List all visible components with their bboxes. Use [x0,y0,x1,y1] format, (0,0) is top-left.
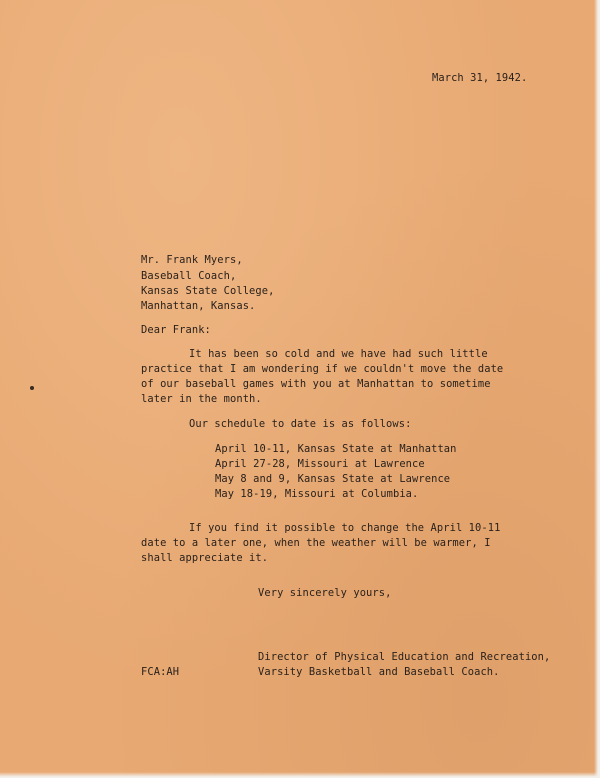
recipient-institution: Kansas State College, [141,285,275,297]
schedule-intro: Our schedule to date is as follows: [189,418,412,430]
recipient-city: Manhattan, Kansas. [141,300,256,312]
paragraph1-line: later in the month. [141,393,262,405]
paragraph1-line: practice that I am wondering if we couldn't move the date [141,363,504,375]
page-edge-right [594,0,600,778]
page-edge-bottom [0,772,600,778]
paragraph1-line: It has been so cold and we have had such little [189,348,488,360]
paragraph2-line: shall appreciate it. [141,552,269,564]
signature-line: Director of Physical Education and Recreation, [258,651,551,663]
recipient-name: Mr. Frank Myers, [141,254,243,266]
signature-line: Varsity Basketball and Baseball Coach. [258,666,500,678]
paragraph2-line: date to a later one, when the weather will be warmer, I [141,537,491,549]
paragraph2-line: If you find it possible to change the April 10-11 [189,522,501,534]
closing: Very sincerely yours, [258,587,392,599]
typist-initials: FCA:AH [141,666,180,678]
schedule-item: May 18-19, Missouri at Columbia. [215,488,419,500]
paper-speck [30,386,34,390]
schedule-item: April 27-28, Missouri at Lawrence [215,458,425,470]
schedule-item: April 10-11, Kansas State at Manhattan [215,443,457,455]
recipient-title: Baseball Coach, [141,270,237,282]
letter-date: March 31, 1942. [432,72,528,84]
paragraph1-line: of our baseball games with you at Manhattan to sometime [141,378,491,390]
salutation: Dear Frank: [141,324,211,336]
schedule-item: May 8 and 9, Kansas State at Lawrence [215,473,451,485]
